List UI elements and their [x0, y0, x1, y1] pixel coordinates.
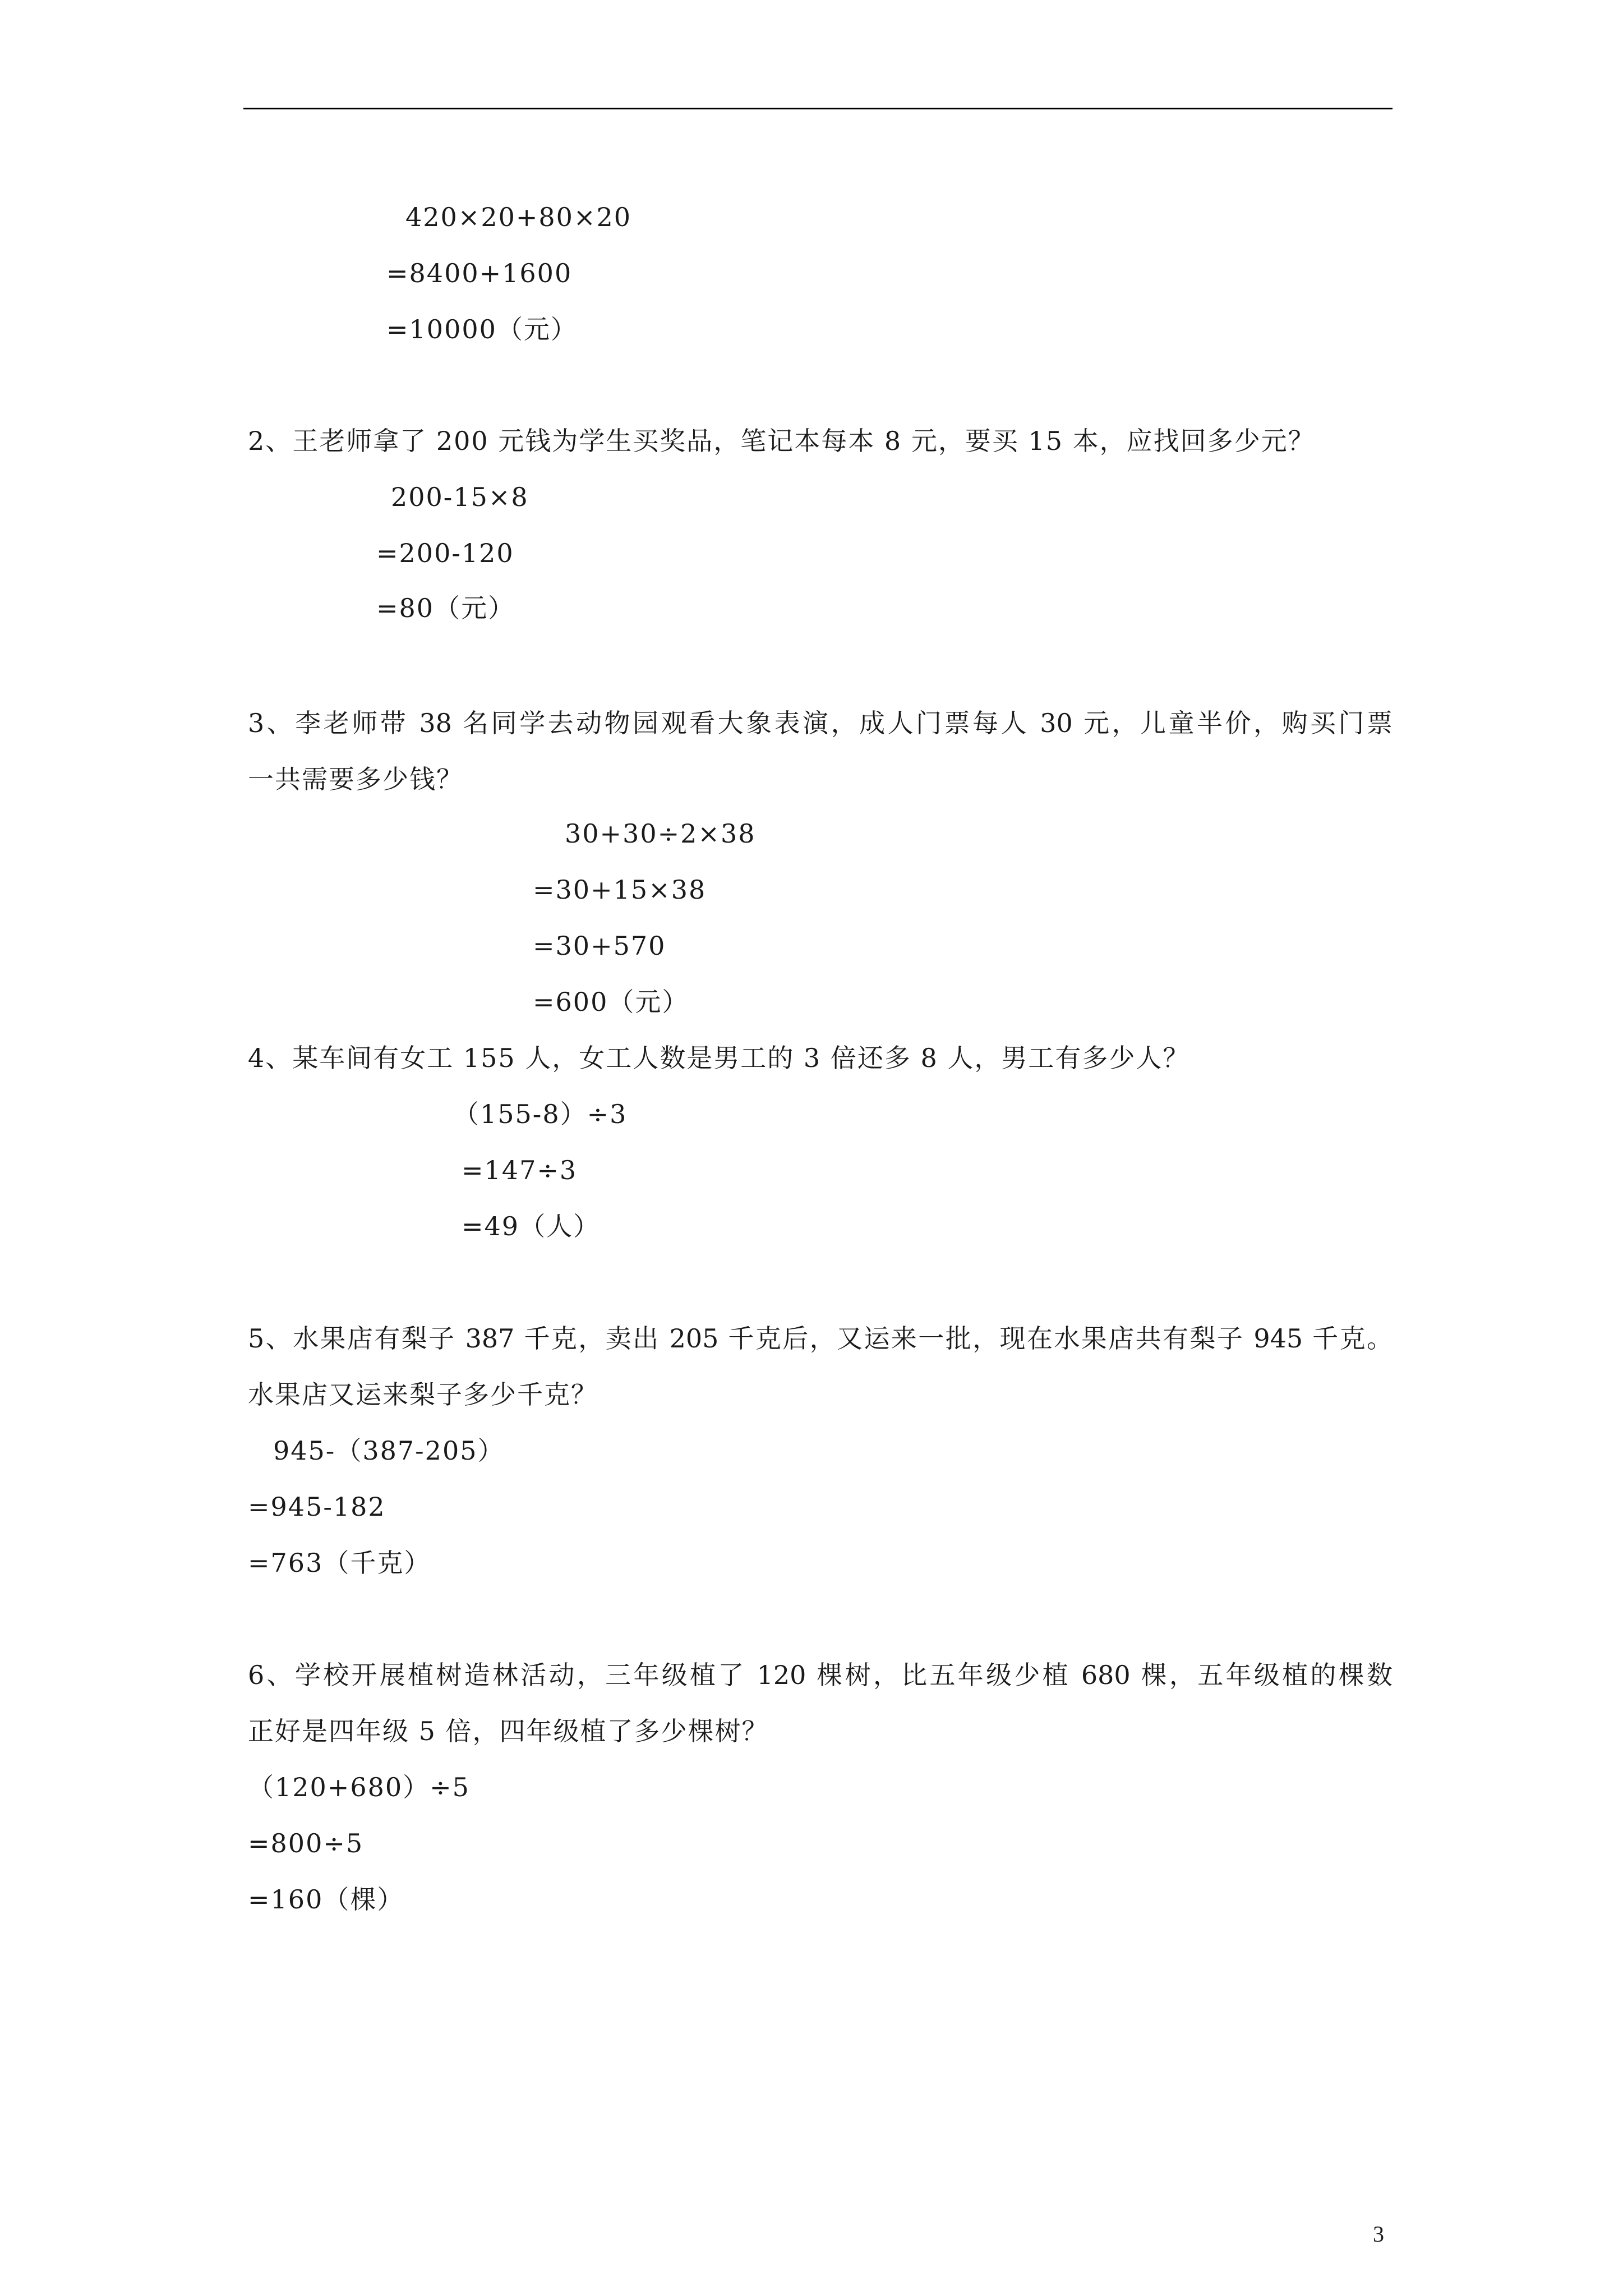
problem-question-line: 6、学校开展植树造林活动，三年级植了 120 棵树，比五年级少植 680 棵，五年级植的棵数 — [248, 1660, 1393, 1690]
solution-step: =147÷3 — [462, 1155, 578, 1185]
solution-step: =600（元） — [533, 987, 689, 1017]
solution-step: 30+30÷2×38 — [565, 818, 756, 849]
solution-step: =945-182 — [248, 1492, 386, 1522]
solution-step: （120+680）÷5 — [248, 1772, 470, 1802]
solution-step: =30+570 — [533, 931, 666, 961]
solution-step: 945-（387-205） — [273, 1435, 505, 1466]
solution-step: =160（棵） — [248, 1884, 404, 1915]
solution-step: =763（千克） — [248, 1548, 431, 1578]
problem-question-line: 2、王老师拿了 200 元钱为学生买奖品，笔记本每本 8 元，要买 15 本，应找回多少元？ — [248, 426, 1315, 456]
solution-step: =10000（元） — [386, 314, 578, 344]
page-number: 3 — [1373, 2221, 1384, 2247]
problem-question-line: 一共需要多少钱？ — [248, 764, 463, 794]
solution-step: （155-8）÷3 — [453, 1099, 628, 1129]
problem-question-line: 3、李老师带 38 名同学去动物园观看大象表演，成人门票每人 30 元，儿童半价，购买门票 — [248, 708, 1393, 738]
solution-step: 420×20+80×20 — [405, 202, 632, 232]
solution-step: =200-120 — [376, 538, 514, 568]
solution-step: =80（元） — [376, 593, 515, 623]
solution-step: =30+15×38 — [533, 875, 707, 905]
solution-step: 200-15×8 — [391, 482, 529, 512]
solution-step: =800÷5 — [248, 1828, 364, 1858]
header-rule — [243, 108, 1393, 109]
solution-step: =8400+1600 — [386, 258, 573, 288]
problem-question-line: 正好是四年级 5 倍，四年级植了多少棵树？ — [248, 1716, 769, 1746]
problem-question-line: 4、某车间有女工 155 人，女工人数是男工的 3 倍还多 8 人，男工有多少人？ — [248, 1043, 1190, 1073]
problem-question-line: 水果店又运来梨子多少千克？ — [248, 1379, 598, 1410]
problem-question-line: 5、水果店有梨子 387 千克，卖出 205 千克后，又运来一批，现在水果店共有梨子 945 千克。 — [248, 1323, 1393, 1354]
solution-step: =49（人） — [462, 1211, 601, 1241]
